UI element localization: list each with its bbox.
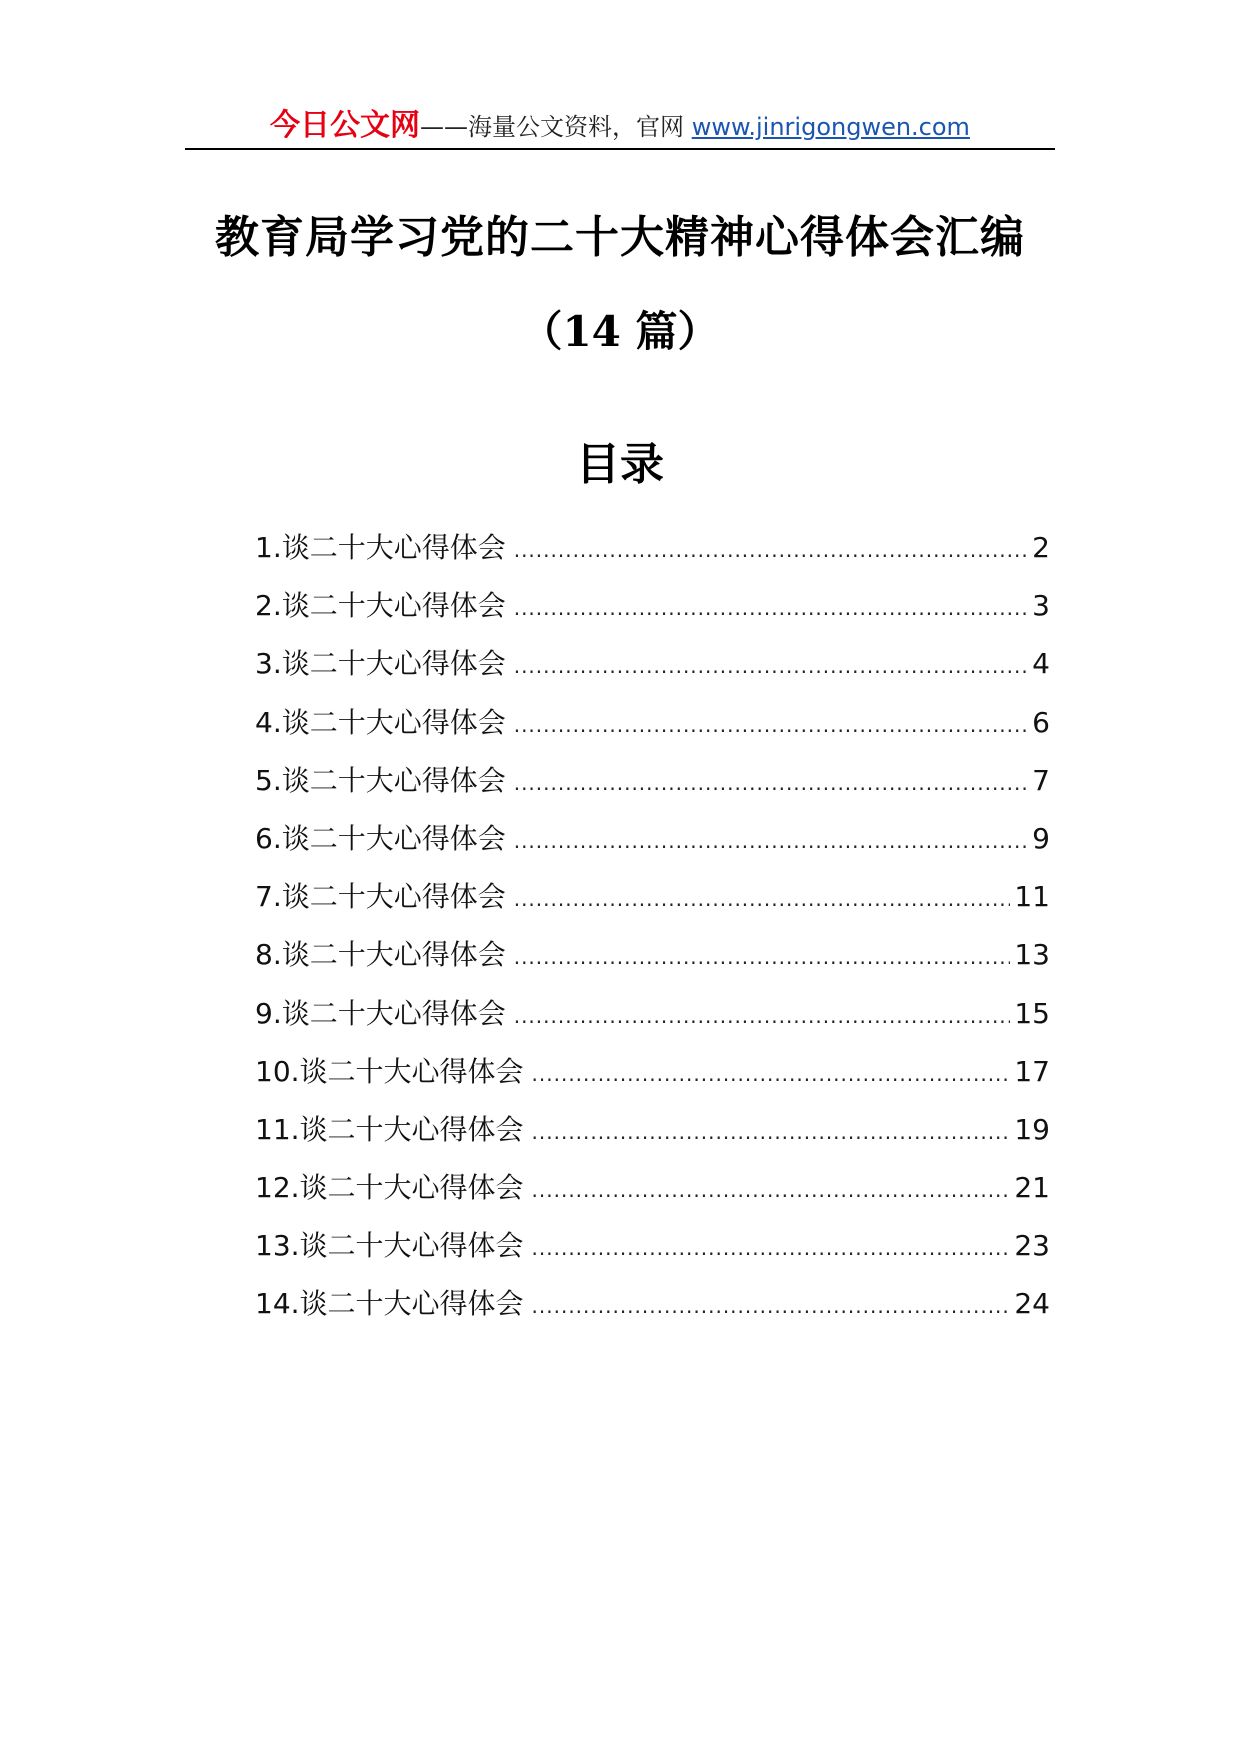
- toc-entry-label: 7.谈二十大心得体会: [255, 880, 506, 914]
- toc-entry-label: 8.谈二十大心得体会: [255, 938, 506, 972]
- toc-entry-page: 21: [1014, 1171, 1050, 1205]
- toc-entry-page: 6: [1032, 705, 1050, 739]
- toc-dot-leader: [514, 586, 1028, 630]
- toc-entry-page: 9: [1032, 821, 1050, 855]
- toc-dot-leader: [514, 644, 1028, 688]
- toc-entry-page: 11: [1014, 880, 1050, 914]
- toc-entry-label: 12.谈二十大心得体会: [255, 1171, 524, 1205]
- toc-dot-leader: [514, 994, 1011, 1038]
- toc-entry-label: 1.谈二十大心得体会: [255, 531, 506, 564]
- toc-entry-page: 3: [1032, 589, 1050, 623]
- toc-entry-label: 13.谈二十大心得体会: [255, 1229, 524, 1263]
- toc-dot-leader: [514, 935, 1011, 979]
- document-title: 教育局学习党的二十大精神心得体会汇编: [215, 212, 1025, 263]
- toc-entry-label: 6.谈二十大心得体会: [255, 821, 506, 855]
- toc-entry-label: 3.谈二十大心得体会: [255, 647, 506, 681]
- toc-entry-page: 23: [1014, 1229, 1050, 1263]
- toc-entry[interactable]: [255, 933, 1050, 991]
- toc-entry-page: 4: [1032, 647, 1050, 681]
- header-tagline: ——海量公文资料，官网: [420, 113, 692, 141]
- toc-entry[interactable]: [255, 1224, 1050, 1282]
- toc-heading: 目录: [576, 439, 664, 490]
- toc-entry[interactable]: [255, 1050, 1050, 1108]
- toc-entry-label: 11.谈二十大心得体会: [255, 1112, 524, 1146]
- toc-entry[interactable]: [255, 642, 1050, 700]
- toc-entry-page: 19: [1014, 1112, 1050, 1146]
- toc-entry-page: 7: [1032, 763, 1050, 797]
- toc-entry[interactable]: [255, 584, 1050, 642]
- toc-entry[interactable]: [255, 1108, 1050, 1166]
- toc-entry[interactable]: [255, 1282, 1050, 1340]
- toc-entry[interactable]: [255, 875, 1050, 933]
- toc-entry-label: 4.谈二十大心得体会: [255, 705, 506, 739]
- toc-entry-label: 2.谈二十大心得体会: [255, 589, 506, 623]
- page-header: [185, 100, 1055, 150]
- toc-dot-leader: [514, 703, 1028, 747]
- brand-name: 今日公文网: [270, 108, 421, 143]
- toc-entry[interactable]: [255, 992, 1050, 1050]
- toc-entry-label: 9.谈二十大心得体会: [255, 996, 506, 1030]
- toc-dot-leader: [514, 528, 1028, 572]
- toc-entry-page: 2: [1032, 531, 1050, 564]
- toc-entry-label: 10.谈二十大心得体会: [255, 1054, 524, 1088]
- toc-entry-page: 24: [1014, 1287, 1050, 1321]
- toc-entry[interactable]: [255, 1166, 1050, 1224]
- site-url-link[interactable]: www.jinrigongwen.com: [691, 113, 970, 141]
- toc-entry-page: 15: [1014, 996, 1050, 1030]
- toc-dot-leader: [514, 761, 1028, 805]
- toc-dot-leader: [532, 1226, 1011, 1270]
- toc-dot-leader: [514, 819, 1028, 863]
- table-of-contents: [255, 526, 1050, 1341]
- toc-entry[interactable]: [255, 526, 1050, 584]
- toc-dot-leader: [532, 1284, 1011, 1328]
- toc-entry[interactable]: [255, 701, 1050, 759]
- toc-entry[interactable]: [255, 817, 1050, 875]
- toc-entry-label: 5.谈二十大心得体会: [255, 763, 506, 797]
- document-subtitle: （14 篇）: [520, 307, 720, 356]
- toc-dot-leader: [532, 1110, 1011, 1154]
- toc-dot-leader: [514, 877, 1011, 921]
- toc-dot-leader: [532, 1052, 1011, 1096]
- toc-entry-page: 13: [1014, 938, 1050, 972]
- toc-dot-leader: [532, 1168, 1011, 1212]
- toc-entry-label: 14.谈二十大心得体会: [255, 1287, 524, 1321]
- toc-entry[interactable]: [255, 759, 1050, 817]
- toc-entry-page: 17: [1014, 1054, 1050, 1088]
